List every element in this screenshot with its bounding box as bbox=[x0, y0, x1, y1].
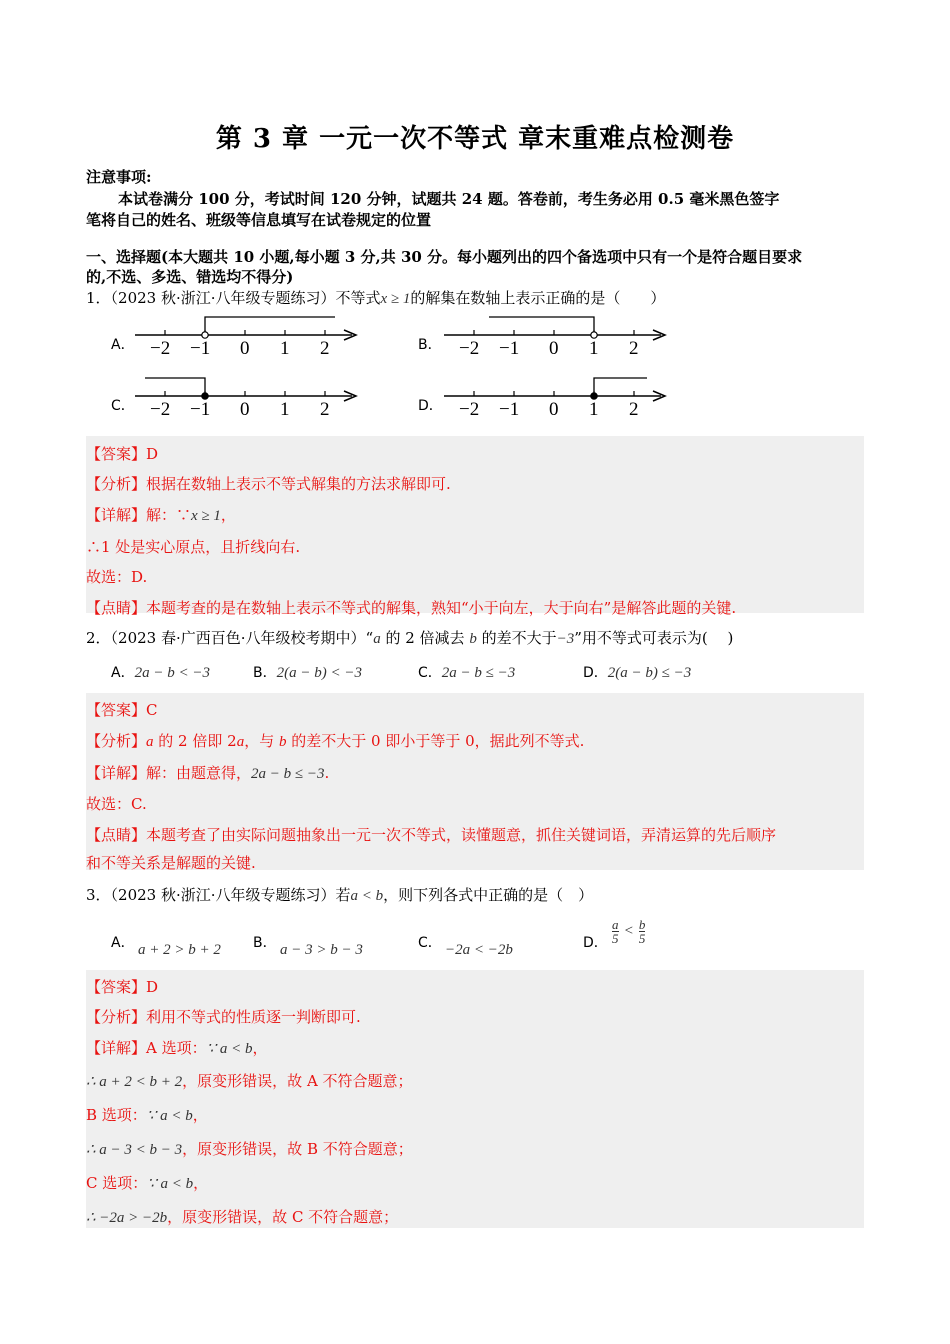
section-heading-line-1: 一、选择题(本大题共 10 小题,每小题 3 分,共 30 分。每小题列出的四个备选项中只有一个是符合题目要求 bbox=[86, 248, 803, 266]
q2-tail: ”用不等式可表示为( ) bbox=[574, 629, 734, 647]
tick-label: 0 bbox=[549, 338, 559, 359]
option-label: A． bbox=[111, 935, 135, 951]
q1-detail-line-2: ∴1 处是实心原点，且折线向右. bbox=[86, 538, 301, 556]
q1-option-b-ticks bbox=[439, 338, 679, 360]
comment-tag: 【点睛】 bbox=[86, 826, 147, 844]
option-math: 2a − b ≤ −3 bbox=[441, 665, 516, 681]
q3-math: a < b bbox=[350, 888, 384, 904]
detail-text: ， bbox=[220, 506, 236, 524]
page-title: 第 3 章 一元一次不等式 章末重难点检测卷 bbox=[215, 124, 735, 154]
detail-text: ， bbox=[193, 1174, 209, 1192]
tick-label: 1 bbox=[280, 399, 290, 420]
option-math: −2a < −2b bbox=[445, 942, 513, 958]
q1-option-d-label: D． bbox=[418, 398, 443, 414]
option-math: 2a − b < −3 bbox=[134, 665, 210, 681]
numerator: a bbox=[612, 917, 619, 932]
analysis-tag: 【分析】 bbox=[86, 732, 147, 750]
detail-text: ， bbox=[252, 1039, 268, 1057]
detail-text: B 选项： bbox=[86, 1106, 147, 1124]
detail-math: x ≥ 1 bbox=[191, 508, 221, 524]
q2-var-a: a bbox=[373, 631, 381, 647]
q2-number: 2． bbox=[86, 629, 111, 647]
q1-number: 1． bbox=[86, 289, 111, 307]
q1-option-d-ticks bbox=[439, 399, 679, 421]
detail-text: ，原变形错误，故 B 不符合题意； bbox=[182, 1140, 413, 1158]
q1-detail bbox=[86, 504, 236, 525]
detail-text: 解：由题意得， bbox=[146, 764, 252, 782]
var-b: b bbox=[278, 734, 287, 750]
detail-text: ， bbox=[192, 1106, 208, 1124]
q1-option-a-ticks bbox=[130, 338, 370, 360]
option-label: A． bbox=[111, 665, 135, 681]
q3-analysis bbox=[86, 1006, 361, 1027]
tick-label: 0 bbox=[549, 399, 559, 420]
q2-comment-line-2: 和不等关系是解题的关键. bbox=[86, 854, 256, 872]
q1-choice: 故选：D. bbox=[86, 568, 148, 586]
q1-option-c-label: C． bbox=[111, 398, 135, 414]
q1-option-a-label: A． bbox=[111, 337, 135, 353]
detail-math: 2a − b ≤ −3 bbox=[251, 766, 325, 782]
detail-math: ∴ a − 3 < b − 3 bbox=[86, 1142, 183, 1158]
q1-answer: 【答案】D bbox=[86, 445, 159, 463]
detail-tag: 【详解】 bbox=[86, 506, 147, 524]
q1-source: （2023 秋·浙江·八年级专题练习）不等式 bbox=[110, 289, 381, 307]
denominator: 5 bbox=[638, 931, 646, 946]
q1-math: x ≥ 1 bbox=[380, 291, 411, 307]
q2-comment bbox=[86, 824, 776, 845]
option-label: D． bbox=[583, 665, 608, 681]
q3-option-d-math bbox=[612, 918, 645, 945]
q3-source: （2023 秋·浙江·八年级专题练习）若 bbox=[110, 886, 351, 904]
q2-var-b: b bbox=[469, 631, 477, 647]
tick-label: 2 bbox=[320, 399, 330, 420]
analysis-tag: 【分析】 bbox=[86, 475, 147, 493]
detail-math: ∵ a < b bbox=[206, 1041, 253, 1057]
analysis-text: 根据在数轴上表示不等式解集的方法求解即可. bbox=[146, 475, 451, 493]
comment-tag: 【点睛】 bbox=[86, 599, 147, 617]
tick-label: 1 bbox=[589, 399, 599, 420]
comment-text: 本题考查了由实际问题抽象出一元一次不等式，读懂题意，抓住关键词语，弄清运算的先后顺序 bbox=[146, 826, 777, 844]
tick-label: −2 bbox=[150, 399, 171, 420]
option-math: 2(a − b) < −3 bbox=[276, 665, 362, 681]
option-label: D． bbox=[583, 935, 608, 951]
analysis-text: 利用不等式的性质逐一判断即可. bbox=[146, 1008, 361, 1026]
numerator: b bbox=[638, 917, 646, 932]
q1-tail: 的解集在数轴上表示正确的是（ ） bbox=[410, 289, 666, 307]
q2-option-b bbox=[253, 662, 362, 682]
q2-detail bbox=[86, 762, 329, 783]
q1-comment bbox=[86, 597, 736, 618]
detail-math: ∴ −2a > −2b bbox=[86, 1210, 168, 1226]
analysis-text: 的差不大于 0 即小于等于 0，据此列不等式. bbox=[286, 732, 585, 750]
q3-option-b-math bbox=[280, 940, 363, 959]
tick-label: 2 bbox=[629, 399, 639, 420]
q3-detail-b-line-2 bbox=[86, 1138, 413, 1159]
q1-option-c-ticks bbox=[130, 399, 370, 421]
tick-label: −2 bbox=[459, 399, 480, 420]
q3-option-c bbox=[418, 932, 442, 952]
q2-analysis bbox=[86, 730, 584, 751]
q2-text: 的 2 倍减去 bbox=[380, 629, 470, 647]
analysis-text: 的 2 倍即 2 bbox=[153, 732, 237, 750]
tick-label: −1 bbox=[499, 338, 520, 359]
comment-text: 本题考查的是在数轴上表示不等式的解集，熟知“小于向左，大于向右”是解答此题的关键. bbox=[146, 599, 737, 617]
option-label: C． bbox=[418, 935, 442, 951]
q3-detail-a-line-2 bbox=[86, 1070, 413, 1091]
detail-math: ∴ a + 2 < b + 2 bbox=[86, 1074, 183, 1090]
analysis-tag: 【分析】 bbox=[86, 1008, 147, 1026]
q3-option-b bbox=[253, 932, 277, 952]
q3-option-a bbox=[111, 932, 135, 952]
q3-detail-b-line-1 bbox=[86, 1104, 208, 1125]
q3-option-c-math bbox=[445, 940, 513, 959]
q3-option-a-math bbox=[138, 940, 221, 959]
var-a: a bbox=[236, 734, 245, 750]
analysis-text: ，与 bbox=[244, 732, 279, 750]
fraction bbox=[612, 918, 619, 945]
q2-neg3: −3 bbox=[556, 631, 575, 647]
q1-stem bbox=[86, 287, 665, 308]
q3-detail-c-line-2 bbox=[86, 1206, 398, 1227]
tick-label: −1 bbox=[190, 338, 211, 359]
tick-label: 0 bbox=[240, 338, 250, 359]
q2-stem bbox=[86, 627, 733, 648]
tick-label: −1 bbox=[190, 399, 211, 420]
detail-text: C 选项： bbox=[86, 1174, 148, 1192]
q3-option-d bbox=[583, 932, 608, 952]
detail-tag: 【详解】 bbox=[86, 764, 147, 782]
tick-label: −2 bbox=[150, 338, 171, 359]
detail-text: ，原变形错误，故 A 不符合题意； bbox=[182, 1072, 413, 1090]
q1-option-b-label: B． bbox=[418, 337, 442, 353]
q3-stem bbox=[86, 884, 593, 905]
q3-number: 3． bbox=[86, 886, 111, 904]
detail-text: 解：∵ bbox=[146, 506, 192, 524]
q2-source: （2023 春·广西百色·八年级校考期中）“ bbox=[110, 629, 374, 647]
operator: < bbox=[623, 923, 634, 939]
q2-option-d bbox=[583, 662, 691, 682]
q3-tail: ，则下列各式中正确的是（ ） bbox=[383, 886, 594, 904]
notice-line-2: 笔将自己的姓名、班级等信息填写在试卷规定的位置 bbox=[86, 211, 432, 229]
option-label: B． bbox=[253, 935, 277, 951]
q3-answer: 【答案】D bbox=[86, 978, 159, 996]
tick-label: 2 bbox=[629, 338, 639, 359]
q2-choice: 故选：C. bbox=[86, 795, 147, 813]
tick-label: 2 bbox=[320, 338, 330, 359]
q3-detail bbox=[86, 1037, 268, 1058]
option-math: a + 2 > b + 2 bbox=[138, 942, 221, 958]
detail-math: ∵ a < b bbox=[147, 1176, 194, 1192]
option-math: 2(a − b) ≤ −3 bbox=[607, 665, 692, 681]
option-label: C． bbox=[418, 665, 442, 681]
q3-detail-c-line-1 bbox=[86, 1172, 208, 1193]
q2-answer: 【答案】C bbox=[86, 701, 158, 719]
denominator: 5 bbox=[612, 931, 619, 946]
q2-option-c bbox=[418, 662, 515, 682]
var-a: a bbox=[146, 734, 154, 750]
tick-label: 1 bbox=[589, 338, 599, 359]
detail-math: ∵ a < b bbox=[146, 1108, 193, 1124]
notice-line-1: 本试卷满分 100 分，考试时间 120 分钟，试题共 24 题。答卷前，考生务必用 0.5 毫米黑色签字 bbox=[118, 190, 780, 208]
section-heading-line-2: 的,不选、多选、错选均不得分) bbox=[86, 268, 294, 286]
detail-text: ，原变形错误，故 C 不符合题意； bbox=[167, 1208, 399, 1226]
tick-label: 1 bbox=[280, 338, 290, 359]
fraction bbox=[639, 918, 646, 945]
notice-heading: 注意事项: bbox=[86, 168, 152, 186]
detail-text: A 选项： bbox=[146, 1039, 207, 1057]
tick-label: −2 bbox=[459, 338, 480, 359]
detail-text: . bbox=[324, 764, 330, 782]
tick-label: 0 bbox=[240, 399, 250, 420]
q2-option-a bbox=[111, 662, 210, 682]
option-math: a − 3 > b − 3 bbox=[280, 942, 363, 958]
detail-tag: 【详解】 bbox=[86, 1039, 147, 1057]
q1-analysis bbox=[86, 473, 451, 494]
option-label: B． bbox=[253, 665, 277, 681]
tick-label: −1 bbox=[499, 399, 520, 420]
q2-text: 的差不大于 bbox=[476, 629, 557, 647]
